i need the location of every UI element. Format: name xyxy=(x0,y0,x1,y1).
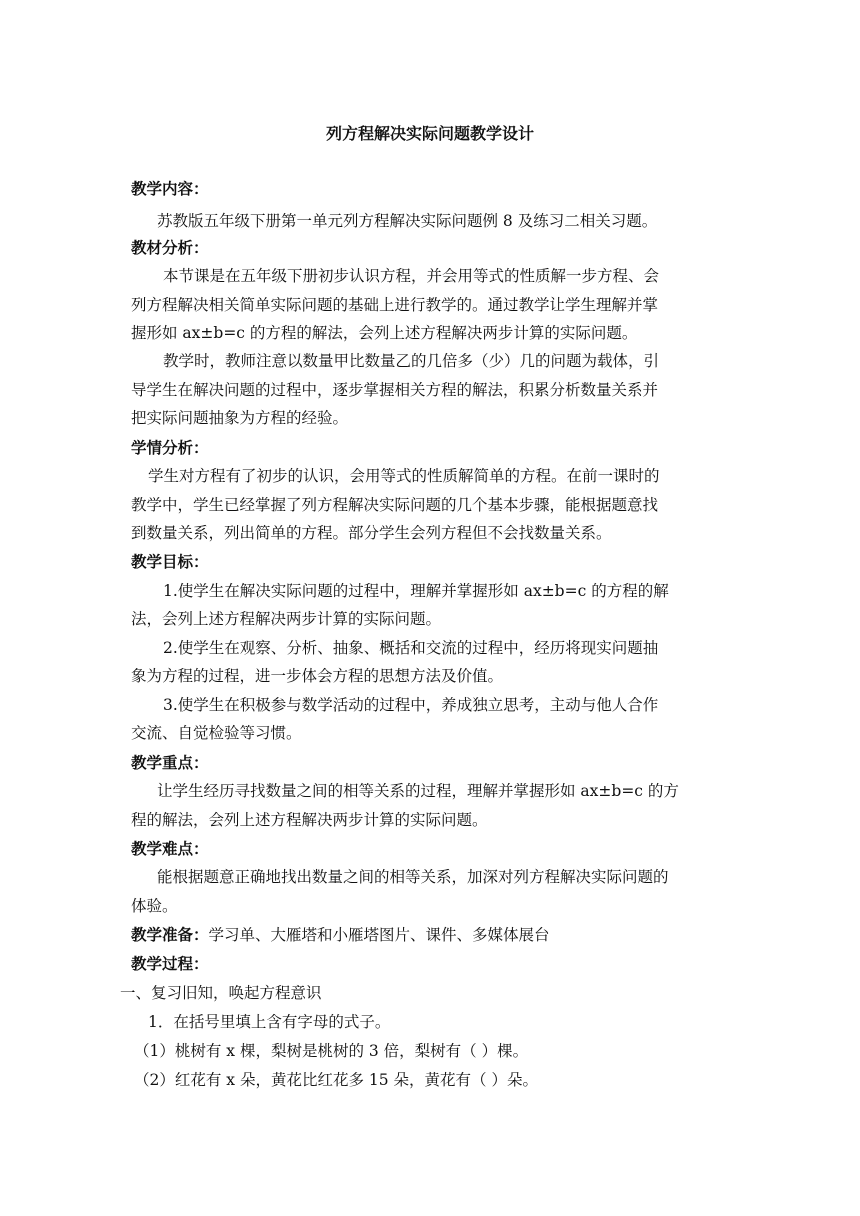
paragraph-line: 程的解法，会列上述方程解决两步计算的实际问题。 xyxy=(131,811,488,829)
paragraph-line: 到数量关系，列出简单的方程。部分学生会列方程但不会找数量关系。 xyxy=(131,524,612,542)
paragraph-line: 体验。 xyxy=(131,897,178,915)
preparation-text: 学习单、大雁塔和小雁塔图片、课件、多媒体展台 xyxy=(208,926,550,944)
heading-learners: 学情分析： xyxy=(131,439,209,457)
document-title: 列方程解决实际问题教学设计 xyxy=(325,124,534,143)
heading-difficulties: 教学难点： xyxy=(131,840,209,858)
paragraph-line: 能根据题意正确地找出数量之间的相等关系，加深对列方程解决实际问题的 xyxy=(157,868,669,886)
heading-key-points: 教学重点： xyxy=(131,754,209,772)
paragraph-line: 导学生在解决问题的过程中，逐步掌握相关方程的解法，积累分析数量关系并 xyxy=(131,381,659,399)
paragraph-line: 交流、自觉检验等习惯。 xyxy=(131,724,302,742)
paragraph-line: 列方程解决相关简单实际问题的基础上进行教学的。通过教学让学生理解并掌 xyxy=(131,296,659,314)
preparation-label: 教学准备： xyxy=(131,926,209,944)
paragraph-line: 教学时，教师注意以数量甲比数量乙的几倍多（少）几的问题为载体，引 xyxy=(163,352,660,370)
heading-material: 教材分析： xyxy=(131,239,209,257)
paragraph-line: 让学生经历寻找数量之间的相等关系的过程，理解并掌握形如 ax±b=c 的方 xyxy=(157,782,679,800)
heading-process: 教学过程： xyxy=(131,955,209,973)
paragraph-line: 本节课是在五年级下册初步认识方程，并会用等式的性质解一步方程、会 xyxy=(163,267,660,285)
exercise-item: （1）桃树有 x 棵，梨树是桃树的 3 倍，梨树有（ ）棵。 xyxy=(134,1042,529,1060)
section-title: 一、复习旧知，唤起方程意识 xyxy=(120,984,322,1002)
paragraph-line: 象为方程的过程，进一步体会方程的思想方法及价值。 xyxy=(131,667,504,685)
paragraph-line: 握形如 ax±b=c 的方程的解法，会列上述方程解决两步计算的实际问题。 xyxy=(131,324,638,342)
exercise-instruction: 1．在括号里填上含有字母的式子。 xyxy=(148,1013,391,1031)
paragraph-line: 1.使学生在解决实际问题的过程中，理解并掌握形如 ax±b=c 的方程的解 xyxy=(163,582,669,600)
heading-content: 教学内容： xyxy=(131,180,209,198)
paragraph-line: 学生对方程有了初步的认识，会用等式的性质解简单的方程。在前一课时的 xyxy=(148,467,660,485)
heading-objectives: 教学目标： xyxy=(131,553,209,571)
paragraph-line: 2.使学生在观察、分析、抽象、概括和交流的过程中，经历将现实问题抽 xyxy=(163,639,659,657)
paragraph-line: 法，会列上述方程解决两步计算的实际问题。 xyxy=(131,610,442,628)
heading-preparation xyxy=(131,925,550,945)
paragraph-line: 把实际问题抽象为方程的经验。 xyxy=(131,409,349,427)
paragraph-line: 教学中，学生已经掌握了列方程解决实际问题的几个基本步骤，能根据题意找 xyxy=(131,496,659,514)
paragraph-line: 3.使学生在积极参与数学活动的过程中，养成独立思考，主动与他人合作 xyxy=(163,696,659,714)
exercise-item: （2）红花有 x 朵，黄花比红花多 15 朵，黄花有（ ）朵。 xyxy=(134,1071,538,1089)
paragraph-line: 苏教版五年级下册第一单元列方程解决实际问题例 8 及练习二相关习题。 xyxy=(157,212,658,230)
